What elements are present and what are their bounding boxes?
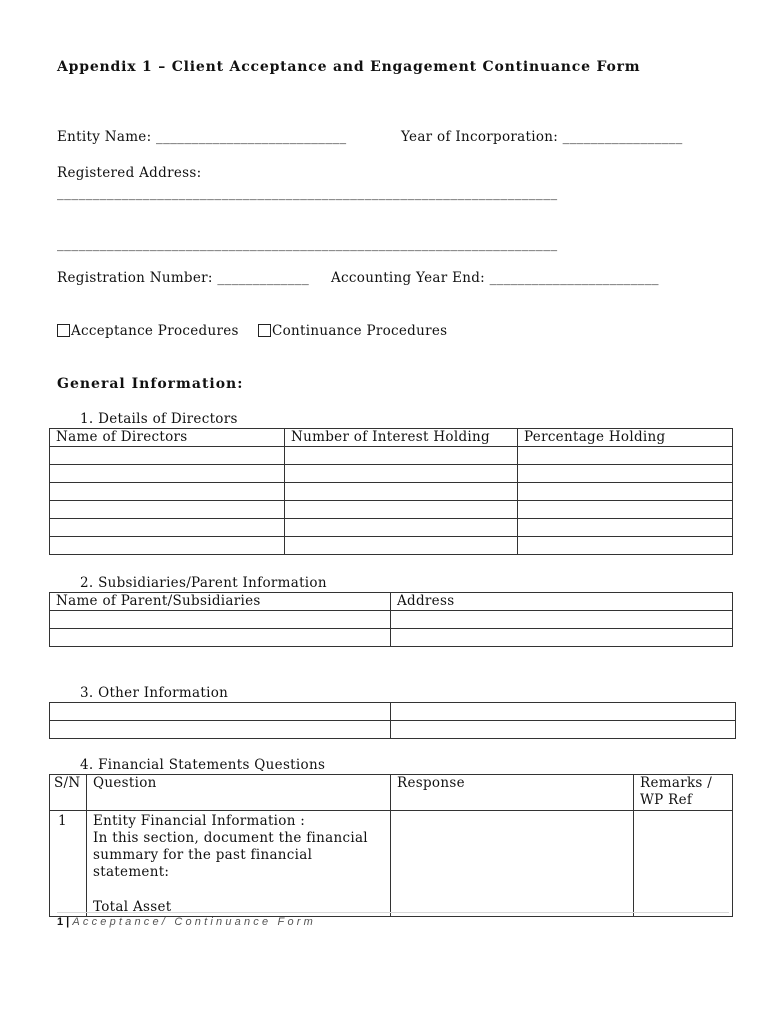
table-cell[interactable] (518, 465, 733, 483)
registered-address-line-2[interactable]: ______________________________________________________________________ (57, 236, 558, 252)
financial-row-1-question (87, 811, 391, 917)
table-cell[interactable] (518, 483, 733, 501)
table-row (50, 501, 733, 519)
financial-col-remarks (634, 775, 733, 811)
table-row (50, 483, 733, 501)
subsidiaries-heading: 2. Subsidiaries/Parent Information (80, 575, 327, 591)
table-cell[interactable] (285, 483, 518, 501)
table-cell[interactable] (50, 703, 391, 721)
other-info-heading: 3. Other Information (80, 685, 229, 701)
footer-text: Acceptance/ Continuance Form (72, 916, 317, 928)
registered-address-line-1[interactable]: ______________________________________________________________________ (57, 185, 558, 201)
acceptance-checkbox[interactable] (57, 324, 70, 337)
table-cell[interactable] (518, 537, 733, 555)
table-row (50, 611, 733, 629)
table-cell[interactable] (50, 537, 285, 555)
table-cell[interactable] (50, 465, 285, 483)
continuance-label: Continuance Procedures (272, 323, 448, 339)
table-cell[interactable] (50, 629, 391, 647)
registered-address-label: Registered Address: (57, 165, 202, 181)
question-line: Entity Financial Information : (93, 813, 306, 829)
table-cell[interactable] (391, 721, 736, 739)
table-cell[interactable] (50, 447, 285, 465)
subsidiaries-col-address: Address (391, 593, 733, 611)
acceptance-label: Acceptance Procedures (71, 323, 239, 339)
footer-divider (57, 912, 729, 913)
directors-col-name: Name of Directors (50, 429, 285, 447)
accounting-year-end-field[interactable]: Accounting Year End: ________________________ (331, 270, 659, 286)
table-row (50, 429, 733, 447)
directors-heading: 1. Details of Directors (80, 411, 238, 427)
table-cell[interactable] (50, 501, 285, 519)
registration-number-field[interactable]: Registration Number: _____________ (57, 270, 310, 286)
acceptance-procedures-option[interactable] (57, 323, 239, 339)
directors-col-interest: Number of Interest Holding (285, 429, 518, 447)
table-cell[interactable] (518, 519, 733, 537)
page-number: 1 | (57, 916, 70, 928)
table-cell[interactable] (391, 703, 736, 721)
question-line: Total Asset (93, 899, 172, 915)
table-row (50, 519, 733, 537)
question-line: In this section, document the financial (93, 830, 368, 846)
table-cell[interactable] (391, 611, 733, 629)
other-info-table (49, 702, 736, 739)
table-cell[interactable] (518, 501, 733, 519)
financial-col-sn: S/N (50, 775, 87, 811)
continuance-checkbox[interactable] (258, 324, 271, 337)
question-line: summary for the past financial statement: (93, 847, 313, 880)
table-row (50, 703, 736, 721)
table-cell[interactable] (391, 629, 733, 647)
table-row (50, 775, 733, 811)
subsidiaries-table (49, 592, 733, 647)
financial-col-response: Response (391, 775, 634, 811)
directors-col-percentage: Percentage Holding (518, 429, 733, 447)
table-cell[interactable] (50, 721, 391, 739)
financial-row-1-sn: 1 (50, 811, 87, 917)
entity-name-field[interactable]: Entity Name: ___________________________ (57, 129, 347, 145)
general-information-heading: General Information: (57, 376, 244, 392)
table-row (50, 593, 733, 611)
page-footer (57, 916, 316, 928)
table-row (50, 537, 733, 555)
year-incorporation-field[interactable]: Year of Incorporation: _________________ (401, 129, 683, 145)
table-cell[interactable] (50, 519, 285, 537)
financial-heading: 4. Financial Statements Questions (80, 757, 326, 773)
table-cell[interactable] (285, 519, 518, 537)
financial-row-1-remarks[interactable] (634, 811, 733, 917)
table-cell[interactable] (518, 447, 733, 465)
table-row (50, 629, 733, 647)
table-row (50, 447, 733, 465)
continuance-procedures-option[interactable] (258, 323, 447, 339)
table-row (50, 465, 733, 483)
financial-col-question: Question (87, 775, 391, 811)
remarks-label-line-1: Remarks / (640, 775, 713, 791)
table-cell[interactable] (285, 537, 518, 555)
table-cell[interactable] (285, 447, 518, 465)
directors-table (49, 428, 733, 555)
financial-row-1-response[interactable] (391, 811, 634, 917)
table-row (50, 811, 733, 917)
table-cell[interactable] (50, 611, 391, 629)
table-cell[interactable] (285, 465, 518, 483)
page-title: Appendix 1 – Client Acceptance and Engagement Continuance Form (57, 59, 641, 75)
table-cell[interactable] (50, 483, 285, 501)
table-row (50, 721, 736, 739)
subsidiaries-col-name: Name of Parent/Subsidiaries (50, 593, 391, 611)
remarks-label-line-2: WP Ref (640, 792, 693, 808)
table-cell[interactable] (285, 501, 518, 519)
financial-table (49, 774, 733, 917)
